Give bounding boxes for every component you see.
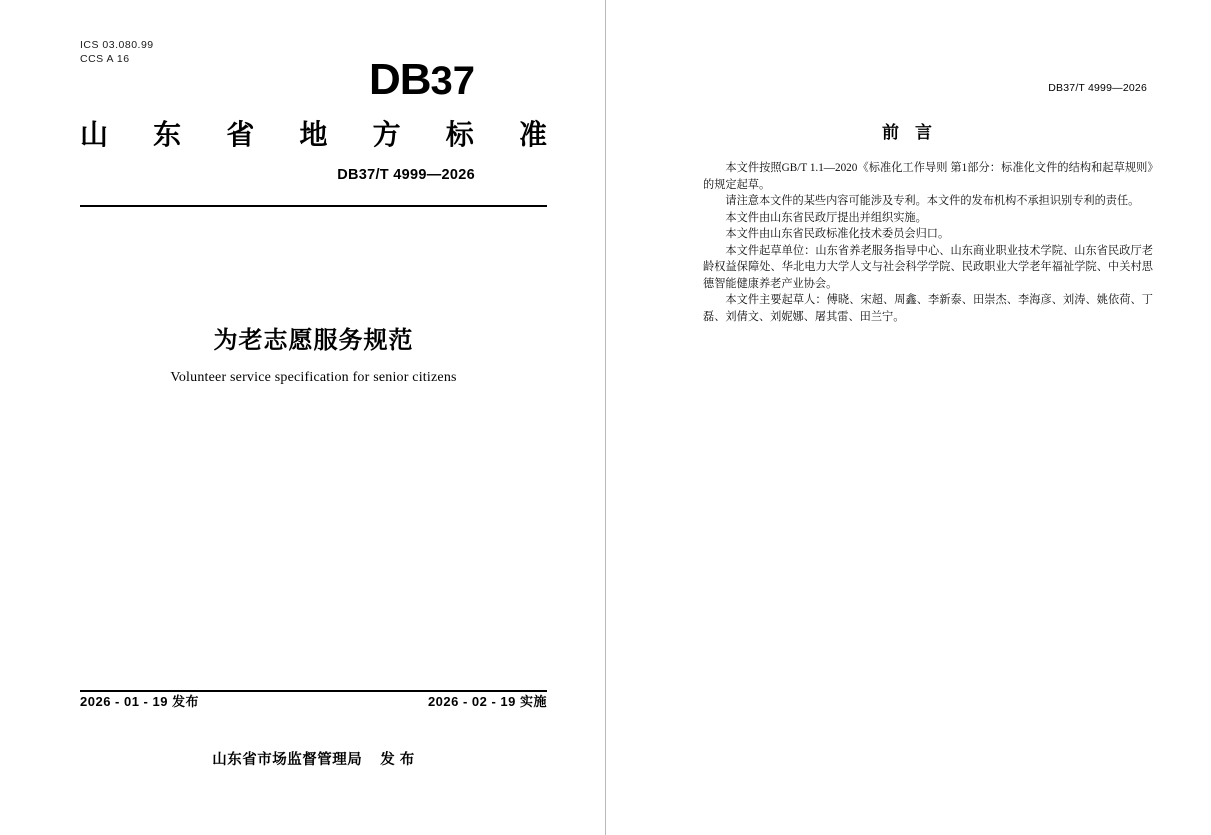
heading-char: 准 [518,119,547,150]
standard-number: DB37/T 4999—2026 [337,167,475,183]
ccs-code: CCS A 16 [80,53,130,65]
cover-content [80,0,547,835]
publisher-name: 山东省市场监督管理局 [212,752,363,768]
heading-char: 东 [153,119,182,150]
ics-classification-block [80,38,154,66]
standard-type-heading [80,113,547,153]
cover-page [0,0,605,835]
cover-date-row [80,691,547,710]
foreword-page [605,0,1211,835]
heading-char: 山 [80,119,109,150]
foreword-paragraph: 本文件起草单位：山东省养老服务指导中心、山东商业职业技术学院、山东省民政厅老龄权益保障处、华北电力大学人文与社会科学学院、民政职业大学老年福祉学院、中关村思德智能健康养老产业协会。 [703,244,1153,290]
cover-rule-top [80,205,547,207]
foreword-paragraph: 本文件按照GB/T 1.1—2020《标准化工作导则 第1部分：标准化文件的结构和起草规则》的规定起草。 [703,162,1153,191]
foreword-paragraph: 本文件主要起草人：傅晓、宋超、周鑫、李新泰、田崇杰、李海彦、刘涛、姚依荷、丁磊、刘倩文、刘妮娜、屠其雷、田兰宁。 [703,294,1153,323]
foreword-paragraph: 本文件由山东省民政标准化技术委员会归口。 [725,228,950,240]
foreword-paragraph: 请注意本文件的某些内容可能涉及专利。本文件的发布机构不承担识别专利的责任。 [725,195,1140,207]
heading-char: 标 [445,119,474,150]
document-title-en: Volunteer service specification for senior citizens [170,370,457,385]
heading-char: 地 [299,119,328,150]
issue-date: 2026 - 01 - 19 发布 [80,694,200,709]
foreword-heading-char-1: 前 [882,123,901,142]
heading-char: 省 [226,119,255,150]
implementation-date: 2026 - 02 - 19 实施 [427,694,547,709]
document-title-cn: 为老志愿服务规范 [213,327,414,354]
standard-mark [368,55,475,104]
foreword-heading [605,118,1211,143]
heading-char: 方 [372,119,401,150]
foreword-body [703,160,1153,325]
standard-mark-number: 37 [430,59,475,103]
publisher-line [80,748,547,769]
ics-code: ICS 03.080.99 [80,39,154,51]
foreword-heading-char-2: 言 [915,123,934,142]
foreword-paragraph: 本文件由山东省民政厅提出并组织实施。 [725,211,927,224]
publisher-action: 发 布 [380,752,415,768]
page-header-standard-number: DB37/T 4999—2026 [1048,82,1147,94]
standard-mark-prefix: DB [368,55,431,104]
